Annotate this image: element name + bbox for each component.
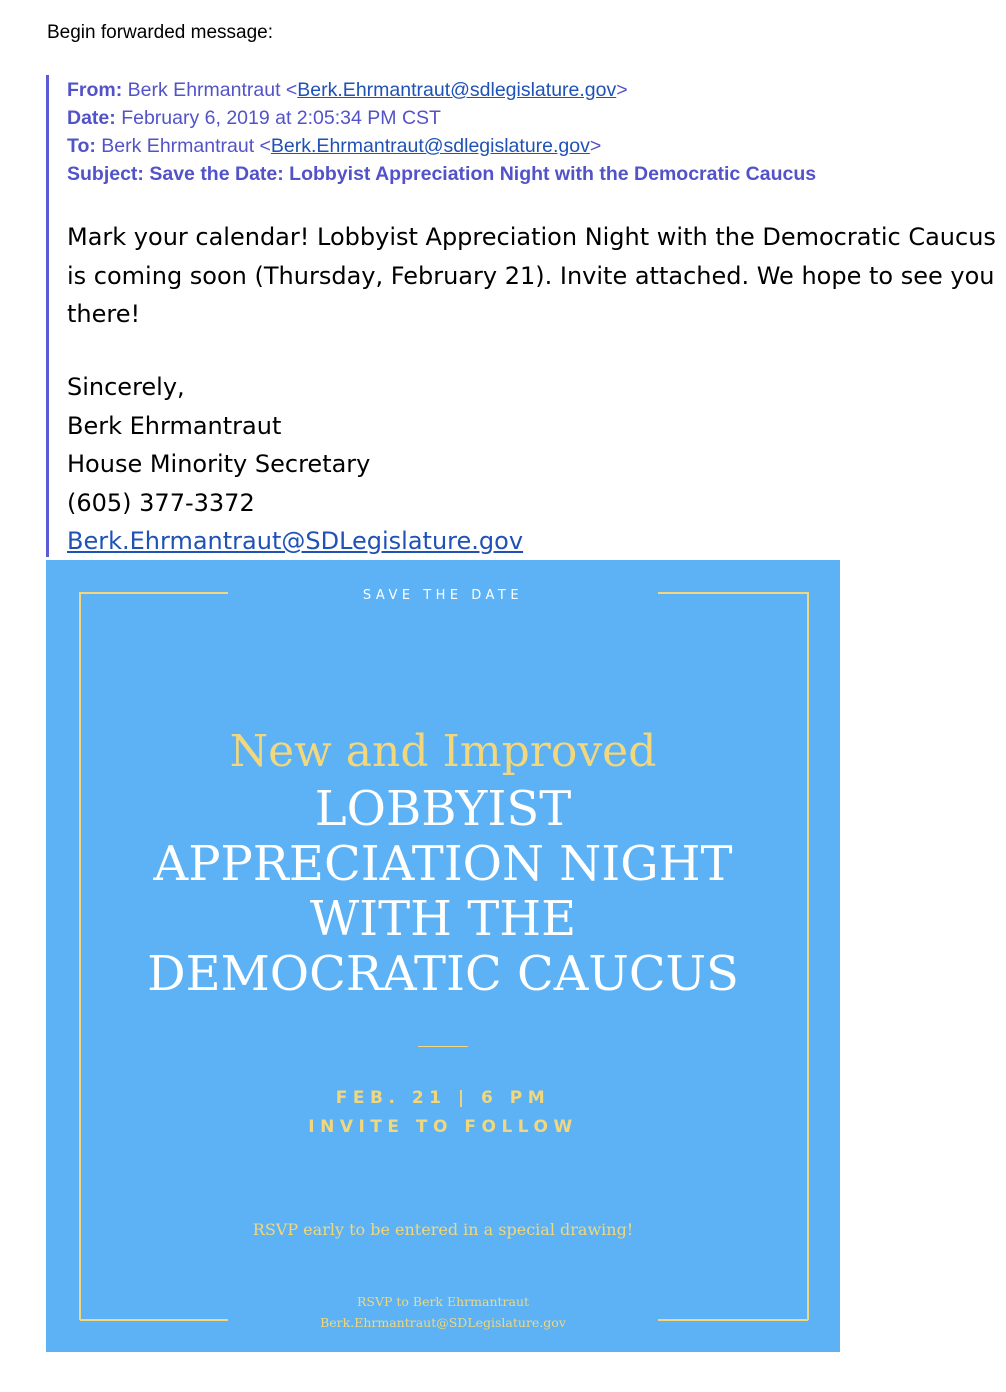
signoff: Sincerely, xyxy=(67,373,185,401)
from-label: From: xyxy=(67,79,123,101)
subject-value: Save the Date: Lobbyist Appreciation Night with the Democratic Caucus xyxy=(149,163,817,185)
date-label: Date: xyxy=(67,107,116,129)
invite-to-follow: INVITE TO FOLLOW xyxy=(308,1117,578,1137)
from-close: > xyxy=(616,79,628,101)
subject-label: Subject: xyxy=(67,163,144,185)
new-and-improved: New and Improved xyxy=(229,726,657,777)
date-line xyxy=(67,107,441,130)
title-line: DEMOCRATIC CAUCUS xyxy=(147,946,739,1002)
rsvp-early-note: RSVP early to be entered in a special drawing! xyxy=(252,1220,634,1239)
quote-bar xyxy=(46,75,49,557)
event-date-time: FEB. 21 | 6 PM xyxy=(335,1088,551,1108)
subject-line xyxy=(67,163,816,186)
from-line xyxy=(67,79,628,102)
to-label: To: xyxy=(67,135,96,157)
signature-email-link[interactable]: Berk.Ehrmantraut@SDLegislature.gov xyxy=(67,527,524,555)
divider xyxy=(418,1046,468,1047)
title-line: APPRECIATION NIGHT xyxy=(153,836,733,892)
signature-phone: (605) 377-3372 xyxy=(67,488,255,517)
to-name: Berk Ehrmantraut < xyxy=(101,135,271,157)
to-close: > xyxy=(589,135,602,157)
signature-role: House Minority Secretary xyxy=(67,450,371,478)
save-the-date-label: SAVE THE DATE xyxy=(362,588,524,603)
to-line xyxy=(67,135,601,158)
invite-image xyxy=(46,560,840,1352)
rsvp-email: Berk.Ehrmantraut@SDLegislature.gov xyxy=(320,1315,566,1330)
to-email-link[interactable]: Berk.Ehrmantraut@sdlegislature.gov xyxy=(270,135,590,157)
signature-name: Berk Ehrmantraut xyxy=(67,411,282,440)
from-email-link[interactable]: Berk.Ehrmantraut@sdlegislature.gov xyxy=(297,79,617,101)
title-line: WITH THE xyxy=(309,891,577,947)
rsvp-to: RSVP to Berk Ehrmantraut xyxy=(356,1294,530,1309)
forward-label: Begin forwarded message: xyxy=(47,22,274,43)
event-title xyxy=(46,782,840,1002)
date-value: February 6, 2019 at 2:05:34 PM CST xyxy=(121,107,441,129)
title-line: LOBBYIST xyxy=(314,781,572,837)
message-paragraph: Mark your calendar! Lobbyist Appreciation Night with the Democratic Caucus is coming soon (Thursday, February 21). Invite attached. We hope to see you there! xyxy=(67,223,996,328)
signature xyxy=(67,368,997,561)
from-name: Berk Ehrmantraut < xyxy=(127,79,298,101)
